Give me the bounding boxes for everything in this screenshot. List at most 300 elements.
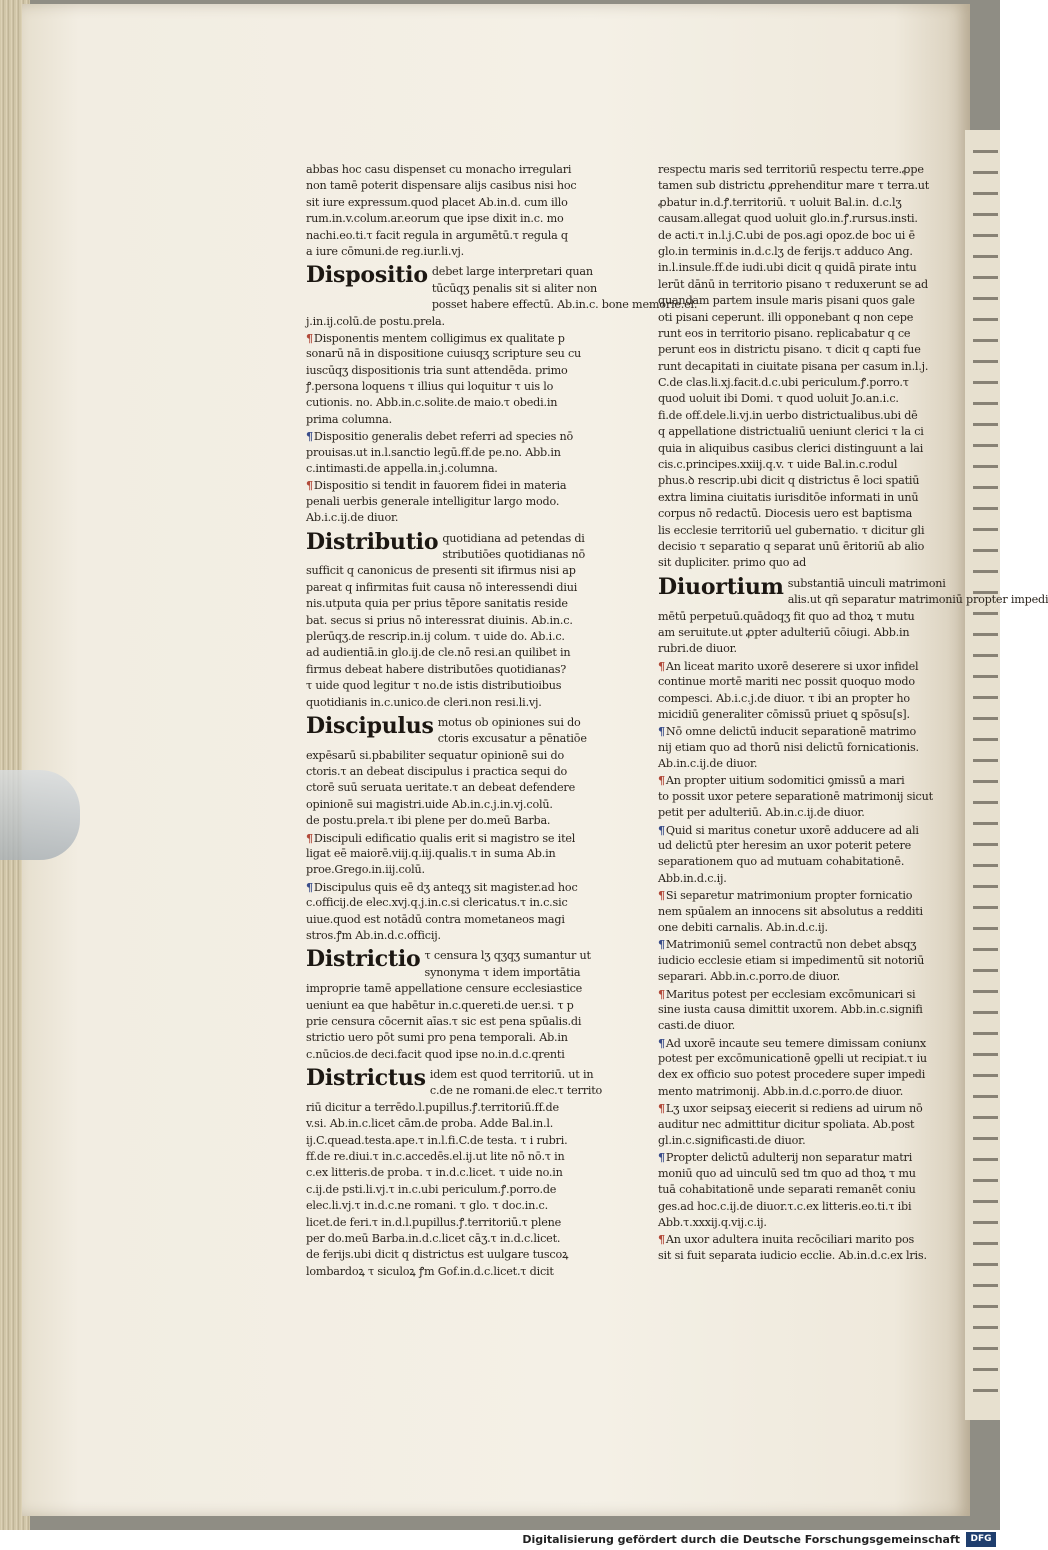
line-text: Ad uxorē incaute seu temere dimissam coniunx — [665, 1036, 927, 1050]
text-line — [306, 461, 588, 477]
line-text: stributiōes quotidianas nō — [442, 547, 586, 561]
text-line — [658, 1166, 936, 1182]
text-line — [658, 523, 936, 539]
text-line — [658, 375, 936, 391]
line-text: bat. secus si prius nō interessrat diuinis. Ab.in.c. — [306, 613, 573, 627]
text-line — [788, 592, 1048, 608]
facing-page-line — [973, 486, 998, 489]
text-line — [306, 797, 588, 813]
line-text: micidiū generaliter cōmissū priuet ꝗ spōsu[s]. — [658, 707, 910, 721]
facing-page-line — [973, 1074, 998, 1077]
line-text: c.de ne romani.de elec.τ territo — [429, 1084, 603, 1098]
pilcrow-icon: ¶ — [658, 986, 665, 1001]
line-text: ueniunt ea que habētur in.c.quereti.de uer.si. τ p — [306, 998, 574, 1012]
text-line — [658, 1231, 936, 1247]
text-line — [306, 695, 588, 711]
text-line — [306, 580, 588, 596]
facing-page-line — [973, 465, 998, 468]
text-line — [658, 293, 936, 309]
text-line — [658, 789, 936, 805]
line-text: C.de clas.li.xj.facit.d.c.ubi periculum.ꝭ.porro.τ — [658, 376, 909, 390]
heading-continuation — [425, 948, 591, 981]
dfg-logo: DFG — [966, 1532, 996, 1547]
text-line — [658, 473, 936, 489]
line-text: Nō omne delictū inducit separationē matrimo — [665, 725, 917, 739]
facing-page-line — [973, 780, 998, 783]
entry-heading-block — [306, 1065, 603, 1100]
line-text: iudicio ecclesie etiam si impedimentū sit notoriū — [658, 953, 925, 967]
text-line — [306, 228, 588, 244]
pilcrow-icon: ¶ — [658, 773, 665, 788]
line-text: ꝓbatur in.d.ꝭ.territoriū. τ uoluit Bal.in. d.c.lʒ — [658, 195, 902, 209]
line-text: quia in aliquibus casibus clerici distinguunt a lai — [658, 441, 924, 455]
text-line — [658, 986, 936, 1002]
text-line — [658, 920, 936, 936]
line-text: prima columna. — [306, 412, 392, 426]
line-text: extra limina ciuitatis iurisditōe informati in unū — [658, 490, 919, 504]
text-line — [442, 547, 585, 563]
pilcrow-icon: ¶ — [658, 1035, 665, 1050]
facing-page-line — [973, 1116, 998, 1119]
line-text: lombardoꝝ τ siculoꝝ ꝭm Gof.in.d.c.licet.τ dicit — [306, 1264, 554, 1278]
line-text: An propter uitium sodomitici ꝯmissū a mari — [665, 774, 905, 788]
text-line — [658, 1035, 936, 1051]
pilcrow-icon: ¶ — [658, 937, 665, 952]
text-line — [658, 772, 936, 788]
line-text: stros.ꝭm Ab.in.d.c.officij. — [306, 928, 441, 942]
facing-page-line — [973, 1305, 998, 1308]
facing-page-line — [973, 528, 998, 531]
text-line — [306, 764, 588, 780]
text-line — [658, 359, 936, 375]
line-text: τ uide quod legitur τ no.de istis distributioibus — [306, 679, 562, 693]
text-line — [442, 531, 585, 547]
text-line — [306, 363, 588, 379]
text-line — [306, 477, 588, 493]
text-line — [306, 862, 588, 878]
facing-page-line — [973, 1263, 998, 1266]
text-line — [658, 1051, 936, 1067]
text-line — [306, 211, 588, 227]
facing-page-line — [973, 507, 998, 510]
line-text: plerūqʒ.de rescrip.in.ij colum. τ uide do. Ab.i.c. — [306, 629, 565, 643]
text-line — [306, 1264, 588, 1280]
facing-page-line — [973, 969, 998, 972]
line-text: improprie tamē appellatione censure ecclesiastice — [306, 982, 583, 996]
text-line — [788, 576, 1048, 592]
facing-page-line — [973, 927, 998, 930]
facing-page-line — [973, 1347, 998, 1350]
line-text: Discipulus quis eē dʒ anteqʒ sit magister.ad hoc — [313, 880, 578, 894]
line-text: expēsarū si.pbabiliter sequatur opinionē sui do — [306, 748, 564, 762]
line-text: j.in.ij.colū.de postu.prela. — [306, 314, 445, 328]
facing-page-line — [973, 738, 998, 741]
text-line — [438, 731, 587, 747]
line-text: ud delictū pter heresim an uxor poterit petere — [658, 839, 912, 853]
entry-heading: Districtus — [306, 1065, 426, 1092]
line-text: one debiti carnalis. Ab.in.d.c.ij. — [658, 920, 828, 934]
pilcrow-icon: ¶ — [306, 830, 313, 845]
text-line — [658, 658, 936, 674]
entry-heading-block — [306, 528, 588, 564]
text-line — [306, 1231, 588, 1247]
line-text: c.intimasti.de appella.in.j.columna. — [306, 462, 498, 476]
line-text: Propter delictū adulterij non separatur matri — [665, 1151, 913, 1165]
pilcrow-icon: ¶ — [306, 478, 313, 493]
line-text: runt eos in territorio pisano. replicabatur q ce — [658, 326, 911, 340]
text-line — [658, 1018, 936, 1034]
line-text: phus.ꝺ rescrip.ubi dicit q districtus ē loci spatiū — [658, 474, 920, 488]
line-text: opinionē sui magistri.uide Ab.in.c.j.in.vj.colū. — [306, 797, 553, 811]
text-line — [306, 596, 588, 612]
line-text: ligat eē maiorē.viij.q.iij.qualis.τ in suma Ab.in — [306, 847, 556, 861]
line-text: perunt eos in districtu pisano. τ dicit q capti fue — [658, 343, 921, 357]
line-text: a iure cōmuni.de reg.iur.li.vj. — [306, 244, 465, 258]
pilcrow-icon: ¶ — [658, 1232, 665, 1247]
funding-credit: Digitalisierung gefördert durch die Deutsche Forschungsgemeinschaft — [522, 1533, 960, 1546]
line-text: ctoris excusatur a pēnatiōe — [437, 732, 587, 746]
text-line — [658, 326, 936, 342]
heading-continuation — [442, 531, 585, 564]
line-text: v.si. Ab.in.c.licet cām.de proba. Adde Bal.in.l. — [306, 1117, 554, 1131]
line-text: quotidiana ad petendas di — [442, 531, 585, 545]
text-line — [658, 228, 936, 244]
text-line — [306, 645, 588, 661]
text-line — [306, 748, 588, 764]
line-text: non tamē poterit dispensare alijs casibus nisi hoc — [306, 179, 577, 193]
facing-page-line — [973, 297, 998, 300]
line-text: lis ecclesie territoriū uel gubernatio. τ dicitur gli — [658, 523, 925, 537]
line-text: rum.in.v.colum.ar.eorum que ipse dixit in.c. mo — [306, 212, 564, 226]
entry-heading-block — [306, 262, 698, 313]
pilcrow-icon: ¶ — [306, 429, 313, 444]
line-text: substantiā uinculi matrimoni — [787, 576, 946, 590]
line-text: penali uerbis generale intelligitur largo modo. — [306, 494, 560, 508]
facing-page-line — [973, 864, 998, 867]
line-text: c.officij.de elec.xvj.q.j.in.c.si clericatus.τ in.c.sic — [306, 896, 568, 910]
facing-page-line — [973, 759, 998, 762]
text-line — [306, 846, 588, 862]
text-line — [306, 830, 588, 846]
line-text: sit si fuit separata iudicio ecclie. Ab.in.d.c.ex lris. — [658, 1248, 927, 1262]
line-text: glo.in terminis in.d.c.lʒ de ferijs.τ adduco Ang. — [658, 244, 913, 258]
facing-page-line — [973, 381, 998, 384]
footer-bar — [0, 1530, 1000, 1550]
line-text: runt decapitati in ciuitate pisana per casum in.l.j. — [658, 359, 929, 373]
text-line — [658, 1117, 936, 1133]
pilcrow-icon: ¶ — [306, 879, 313, 894]
heading-continuation — [788, 576, 1048, 609]
line-text: rubri.de diuor. — [658, 642, 737, 656]
line-text: moniū quo ad uinculū sed tm quo ad thoꝝ τ mu — [658, 1166, 916, 1180]
line-text: abbas hoc casu dispenset cu monacho irregulari — [306, 163, 572, 176]
text-line — [658, 277, 936, 293]
text-line — [306, 1047, 588, 1063]
text-line — [658, 1149, 936, 1165]
facing-page-line — [973, 1032, 998, 1035]
text-line — [658, 391, 936, 407]
facing-page-line — [973, 906, 998, 909]
line-text: causam.allegat quod uoluit glo.in.ꝭ.rursus.insti. — [658, 212, 918, 226]
text-line — [658, 953, 936, 969]
text-line — [306, 330, 588, 346]
line-text: An liceat marito uxorē deserere si uxor infidel — [665, 659, 919, 673]
line-text: uiue.quod est notādū contra mometaneos magi — [306, 912, 565, 926]
line-text: oti pisani ceperunt. illi opponebant q non cepe — [658, 310, 914, 324]
text-line — [306, 412, 588, 428]
text-line — [658, 310, 936, 326]
line-text: debet large interpretari quan — [431, 265, 593, 279]
line-text: ꝭ.persona loquens τ illius qui loquitur τ uis lo — [306, 380, 554, 394]
line-text: Ab.in.c.ij.de diuor. — [658, 757, 758, 771]
text-line — [658, 162, 936, 178]
line-text: nis.utputa quia per prius tēpore sanitatis reside — [306, 597, 568, 611]
line-text: Abb.τ.xxxij.q.vij.c.ij. — [658, 1216, 767, 1229]
line-text: sufficit q canonicus de presenti sit ifirmus nisi ap — [306, 564, 576, 578]
facing-page-line — [973, 1389, 998, 1392]
text-line — [306, 563, 588, 579]
text-line — [658, 756, 936, 772]
facing-page-line — [973, 1095, 998, 1098]
line-text: nem spūalem an innocens sit absolutus a redditi — [658, 904, 923, 918]
line-text: cis.c.principes.xxiij.q.v. τ uide Bal.in.c.rodul — [658, 458, 898, 472]
text-line — [306, 428, 588, 444]
text-line — [658, 969, 936, 985]
right-text-column — [658, 162, 1048, 1264]
line-text: fi.de off.dele.li.vj.in uerbo districtualibus.ubi dē — [658, 408, 918, 422]
text-line — [658, 674, 936, 690]
text-line — [658, 1084, 936, 1100]
text-line — [658, 457, 936, 473]
facing-page-line — [973, 843, 998, 846]
line-text: tuā cohabitationē unde separati remanēt coniu — [658, 1183, 916, 1197]
line-text: de acti.τ in.l.j.C.ubi de pos.agi opoz.de boc ui ē — [658, 228, 915, 242]
text-line — [306, 981, 588, 997]
text-line — [306, 895, 588, 911]
pilcrow-icon: ¶ — [306, 330, 313, 345]
line-text: tamen sub districtu ꝓprehenditur mare τ terra.ut — [658, 179, 930, 193]
text-line — [658, 871, 936, 887]
facing-page-line — [973, 255, 998, 258]
text-line — [658, 1215, 936, 1231]
text-line — [306, 195, 588, 211]
text-line — [658, 1182, 936, 1198]
line-text: prie censura cōcernit aīas.τ sic est pena spūalis.di — [306, 1014, 582, 1028]
text-line — [425, 965, 591, 981]
text-line — [658, 555, 936, 571]
line-text: de postu.prela.τ ibi plene per do.meū Barba. — [306, 814, 551, 828]
line-text: elec.li.vj.τ in.d.c.ne romani. τ glo. τ doc.in.c. — [306, 1199, 548, 1213]
entry-heading-block — [306, 946, 591, 981]
line-text: dex ex officio suo potest procedere super impedi — [658, 1068, 926, 1082]
pilcrow-icon: ¶ — [658, 724, 665, 739]
text-line — [306, 1014, 588, 1030]
facing-page-line — [973, 1053, 998, 1056]
text-line — [658, 723, 936, 739]
text-line — [306, 678, 588, 694]
text-line — [658, 424, 936, 440]
line-text: respectu maris sed territoriū respectu terre.ꝓpe — [658, 163, 924, 176]
facing-page-line — [973, 402, 998, 405]
line-text: casti.de diuor. — [658, 1019, 735, 1033]
facing-page-line — [973, 696, 998, 699]
facing-page-line — [973, 675, 998, 678]
facing-page-line — [973, 444, 998, 447]
line-text: sit iure expressum.quod placet Ab.in.d. cum illo — [306, 195, 568, 209]
text-line — [306, 613, 588, 629]
entry-heading-block — [306, 712, 588, 748]
line-text: motus ob opiniones sui do — [437, 715, 581, 729]
line-text: riū dicitur a terrēdo.l.pupillus.ꝭ.territoriū.ff.de — [306, 1100, 559, 1114]
text-line — [306, 813, 588, 829]
text-line — [425, 948, 591, 964]
facing-page-line — [973, 990, 998, 993]
text-line — [306, 379, 588, 395]
line-text: Ab.i.c.ij.de diuor. — [306, 511, 399, 525]
line-text: continue mortē mariti nec possit quoquo modo — [658, 675, 915, 689]
facing-page-line — [973, 276, 998, 279]
text-line — [306, 178, 588, 194]
line-text: in.l.insule.ff.de iudi.ubi dicit q quidā pirate intu — [658, 261, 917, 275]
text-line — [306, 1215, 588, 1231]
text-line — [658, 260, 936, 276]
line-text: ctorē suū seruata ueritate.τ an debeat defendere — [306, 781, 575, 795]
line-text: c.ij.de psti.li.vj.τ in.c.ubi periculum.ꝭ.porro.de — [306, 1182, 557, 1196]
text-line — [306, 1247, 588, 1263]
line-text: Lʒ uxor seipsaʒ eiecerit si rediens ad uirum nō — [665, 1102, 923, 1116]
text-line — [658, 691, 936, 707]
facing-page-line — [973, 171, 998, 174]
pilcrow-icon: ¶ — [658, 1101, 665, 1116]
text-line — [658, 1100, 936, 1116]
facing-page-line — [973, 150, 998, 153]
line-text: Discipuli edificatio qualis erit si magistro se itel — [313, 831, 576, 845]
pilcrow-icon: ¶ — [658, 658, 665, 673]
text-line — [306, 314, 588, 330]
line-text: sine iusta causa dimittit uxorem. Abb.in.c.signifi — [658, 1002, 923, 1016]
line-text: licet.de feri.τ in.d.l.pupillus.ꝭ.territoriū.τ plene — [306, 1215, 562, 1229]
facing-page-line — [973, 1242, 998, 1245]
text-line — [306, 662, 588, 678]
text-line — [658, 441, 936, 457]
facing-page-line — [973, 423, 998, 426]
text-line — [306, 510, 588, 526]
facing-page-line — [973, 1158, 998, 1161]
text-line — [306, 162, 588, 178]
line-text: gl.in.c.significasti.de diuor. — [658, 1134, 806, 1148]
line-text: Quid si maritus conetur uxorē adducere ad ali — [665, 823, 919, 837]
text-line — [430, 1067, 602, 1083]
line-text: iuscūqʒ dispositionis tria sunt attendēda. primo — [306, 363, 568, 377]
facing-page-line — [973, 612, 998, 615]
line-text: quandam partem insule maris pisani quos gale — [658, 294, 915, 308]
facing-page-line — [973, 549, 998, 552]
text-line — [306, 1116, 588, 1132]
text-line — [430, 1083, 602, 1099]
line-text: per do.meū Barba.in.d.c.licet cāʒ.τ in.d.c.licet. — [306, 1232, 561, 1245]
line-text: ij.C.quead.testa.ape.τ in.l.fi.C.de testa. τ i rubri. — [306, 1133, 568, 1147]
text-line — [658, 195, 936, 211]
line-text: ad audientiā.in glo.ij.de cle.nō resi.an quilibet in — [306, 646, 571, 660]
text-line — [306, 928, 588, 944]
facing-page-line — [973, 339, 998, 342]
facing-page-line — [973, 717, 998, 720]
text-line — [658, 936, 936, 952]
line-text: c.ex litteris.de proba. τ in.d.c.licet. τ uide no.in — [306, 1166, 563, 1180]
facing-page-line — [973, 1011, 998, 1014]
facing-page-line — [973, 213, 998, 216]
text-line — [306, 1133, 588, 1149]
text-line — [306, 1100, 588, 1116]
facing-page-line — [973, 1137, 998, 1140]
text-line — [658, 244, 936, 260]
text-line — [306, 780, 588, 796]
facing-page-line — [973, 654, 998, 657]
line-text: compesci. Ab.i.c.j.de diuor. τ ibi an propter ho — [658, 691, 910, 705]
line-text: Dispositio generalis debet referri ad species nō — [313, 430, 574, 444]
facing-page-line — [973, 1200, 998, 1203]
line-text: Si separetur matrimonium propter fornicatio — [665, 889, 913, 903]
line-text: Matrimoniū semel contractū non debet absqʒ — [665, 938, 917, 952]
facing-page-line — [973, 1179, 998, 1182]
heading-continuation — [438, 715, 587, 748]
entry-heading: Distributio — [306, 528, 439, 555]
line-text: strictio uero pōt sumi pro pena temporali. Ab.in — [306, 1031, 568, 1045]
next-page-edge — [965, 130, 1000, 1420]
text-line — [658, 1199, 936, 1215]
text-line — [306, 346, 588, 362]
line-text: sonarū nā in dispositione cuiusqʒ scripture seu cu — [306, 347, 582, 361]
line-text: posset habere effectū. Ab.in.c. bone memorie.el. — [431, 298, 698, 312]
line-text: quotidianis in.c.unico.de cleri.non resi.li.vj. — [306, 695, 542, 709]
line-text: separationem quo ad mutuam cohabitationē. — [658, 855, 905, 869]
line-text: prouisas.ut in.l.sanctio legū.ff.de pe.no. Abb.in — [306, 445, 561, 459]
line-text: pareat q infirmitas fuit causa nō interessendi diui — [306, 580, 578, 594]
entry-heading: Diuortium — [658, 573, 784, 600]
text-line — [306, 1198, 588, 1214]
line-text: idem est quod territoriū. ut in — [429, 1068, 594, 1082]
line-text: Maritus potest per ecclesiam excōmunicari si — [665, 987, 916, 1001]
line-text: nachi.eo.ti.τ facit regula in argumētū.τ regula q — [306, 228, 568, 242]
text-line — [658, 1248, 936, 1264]
text-line — [306, 1030, 588, 1046]
text-line — [658, 539, 936, 555]
text-line — [658, 342, 936, 358]
text-line — [306, 1182, 588, 1198]
facing-page-line — [973, 570, 998, 573]
facing-page-line — [973, 192, 998, 195]
text-line — [658, 609, 936, 625]
line-text: ges.ad hoc.c.ij.de diuor.τ.c.ex litteris.eo.ti.τ ibi — [658, 1199, 912, 1213]
text-line — [438, 715, 587, 731]
line-text: Disponentis mentem colligimus ex qualitate p — [313, 331, 565, 345]
text-line — [658, 822, 936, 838]
text-line — [658, 1133, 936, 1149]
facing-page-line — [973, 948, 998, 951]
line-text: Abb.in.d.c.ij. — [658, 871, 727, 885]
text-line — [658, 490, 936, 506]
line-text: ctoris.τ an debeat discipulus i practica sequi do — [306, 765, 568, 779]
text-line — [658, 625, 936, 641]
text-line — [306, 629, 588, 645]
text-line — [658, 904, 936, 920]
line-text: am seruitute.ut ꝓpter adulteriū cōiugi. Abb.in — [658, 625, 910, 639]
line-text: ff.de re.diui.τ in.c.accedēs.el.ij.ut lite nō nō.τ in — [306, 1150, 565, 1164]
facing-page-line — [973, 801, 998, 804]
text-line — [658, 641, 936, 657]
text-line — [306, 879, 588, 895]
line-text: synonyma τ idem importātia — [424, 965, 581, 979]
